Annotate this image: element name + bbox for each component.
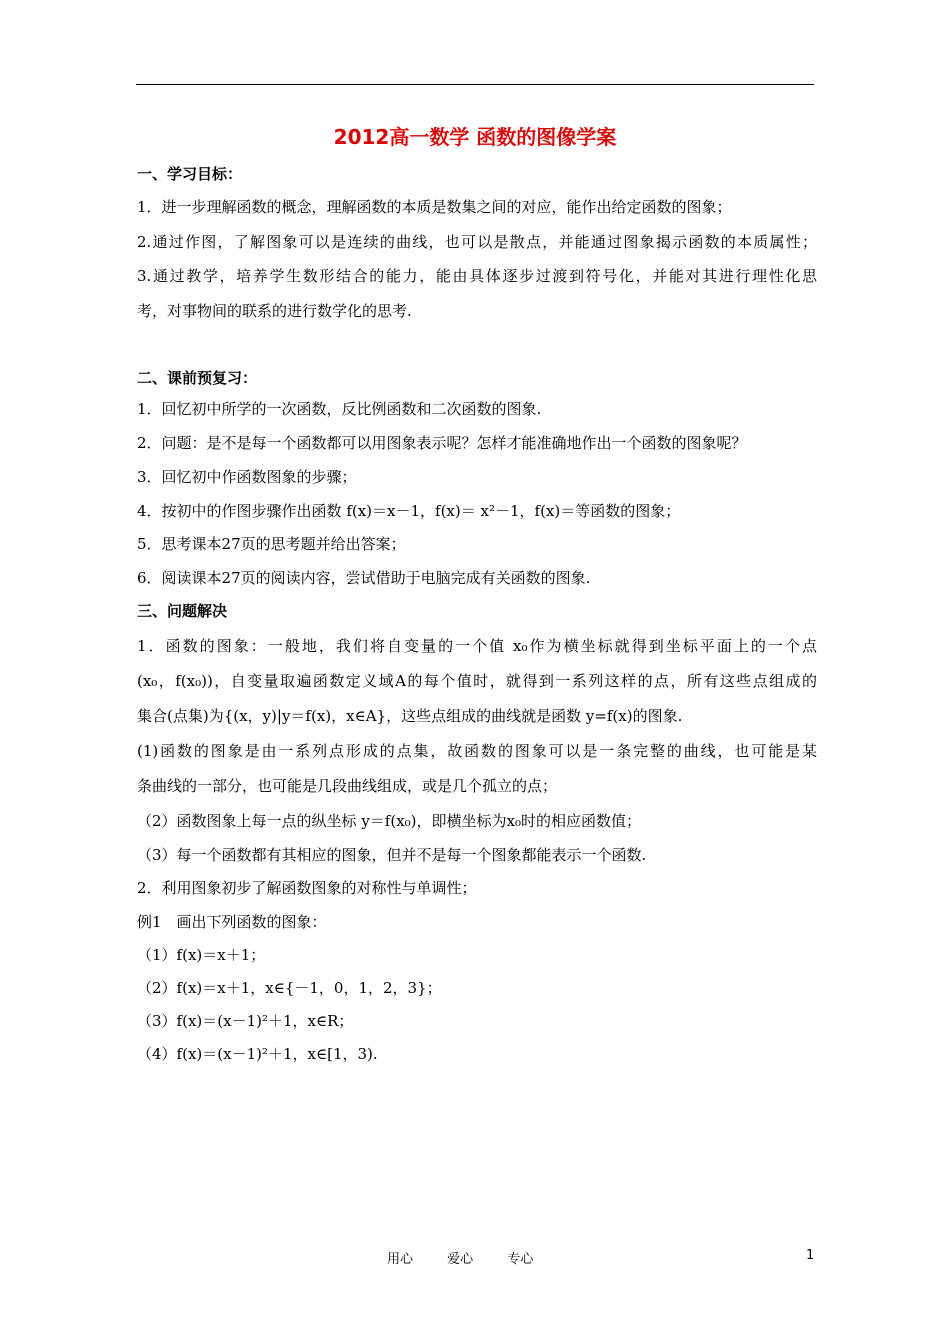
formula-line: （4）f(x)＝(x－1)²＋1，x∈[1，3). bbox=[137, 1045, 378, 1063]
paragraph-line: 3．回忆初中作函数图象的步骤； bbox=[137, 468, 357, 486]
paragraph-line: 集合(点集)为{(x，y)|y＝f(x)，x∈A}，这些点组成的曲线就是函数 y=f(x)的图象. bbox=[137, 707, 683, 725]
paragraph-line: （3）每一个函数都有其相应的图象，但并不是每一个图象都能表示一个函数. bbox=[137, 846, 647, 864]
paragraph-line: 1．回忆初中所学的一次函数，反比例函数和二次函数的图象. bbox=[137, 400, 542, 418]
footer-item: 用心 bbox=[387, 1252, 414, 1267]
page-footer bbox=[0, 1248, 950, 1270]
paragraph-line: 例1 画出下列函数的图象： bbox=[137, 913, 327, 931]
paragraph-line: 1．函数的图象：一般地，我们将自变量的一个值 x₀作为横坐标就得到坐标平面上的一个点 bbox=[137, 637, 817, 655]
paragraph-line: 3.通过教学，培养学生数形结合的能力，能由具体逐步过渡到符号化，并能对其进行理性化思 bbox=[137, 267, 817, 285]
paragraph-line: 条曲线的一部分，也可能是几段曲线组成，或是几个孤立的点； bbox=[137, 777, 558, 795]
paragraph-line: 2．问题：是不是每一个函数都可以用图象表示呢？怎样才能准确地作出一个函数的图象呢？ bbox=[137, 434, 747, 452]
paragraph-line: 4．按初中的作图步骤作出函数 f(x)＝x－1，f(x)＝ x²－1，f(x)＝等函数的图象； bbox=[137, 502, 681, 520]
header-rule bbox=[136, 84, 814, 85]
formula-line: （2）f(x)＝x＋1，x∈{－1，0，1，2，3}； bbox=[137, 979, 442, 997]
section-heading-objectives: 一、学习目标： bbox=[137, 165, 243, 183]
page-title: 2012高一数学 函数的图像学案 bbox=[333, 125, 617, 149]
footer-item: 专心 bbox=[507, 1252, 534, 1267]
paragraph-line: 考，对事物间的联系的进行数学化的思考. bbox=[137, 302, 412, 320]
paragraph-line: (1)函数的图象是由一系列点形成的点集，故函数的图象可以是一条完整的曲线，也可能是某 bbox=[137, 742, 817, 760]
footer-motto bbox=[387, 1248, 563, 1267]
paragraph-line: 6．阅读课本27页的阅读内容，尝试借助于电脑完成有关函数的图象. bbox=[137, 569, 591, 587]
paragraph-line: （2）函数图象上每一点的纵坐标 y＝f(x₀)，即横坐标为x₀时的相应函数值； bbox=[137, 812, 641, 830]
paragraph-line: 2.通过作图，了解图象可以是连续的曲线，也可以是散点，并能通过图象揭示函数的本质属性； bbox=[137, 233, 817, 251]
section-heading-preview: 二、课前预复习： bbox=[137, 369, 258, 387]
paragraph-line: 1．进一步理解函数的概念，理解函数的本质是数集之间的对应，能作出给定函数的图象； bbox=[137, 198, 732, 216]
paragraph-line: (x₀，f(x₀))，自变量取遍函数定义域A的每个值时，就得到一系列这样的点，所有这些点组成的 bbox=[137, 672, 817, 690]
section-heading-problems: 三、问题解决 bbox=[137, 602, 228, 620]
paragraph-line: 5．思考课本27页的思考题并给出答案； bbox=[137, 535, 406, 553]
formula-line: （1）f(x)＝x＋1； bbox=[137, 946, 266, 964]
paragraph-line: 2．利用图象初步了解函数图象的对称性与单调性； bbox=[137, 879, 477, 897]
page-number: 1 bbox=[806, 1248, 815, 1263]
footer-item: 爱心 bbox=[447, 1252, 474, 1267]
formula-line: （3）f(x)＝(x－1)²＋1，x∈R； bbox=[137, 1012, 354, 1030]
